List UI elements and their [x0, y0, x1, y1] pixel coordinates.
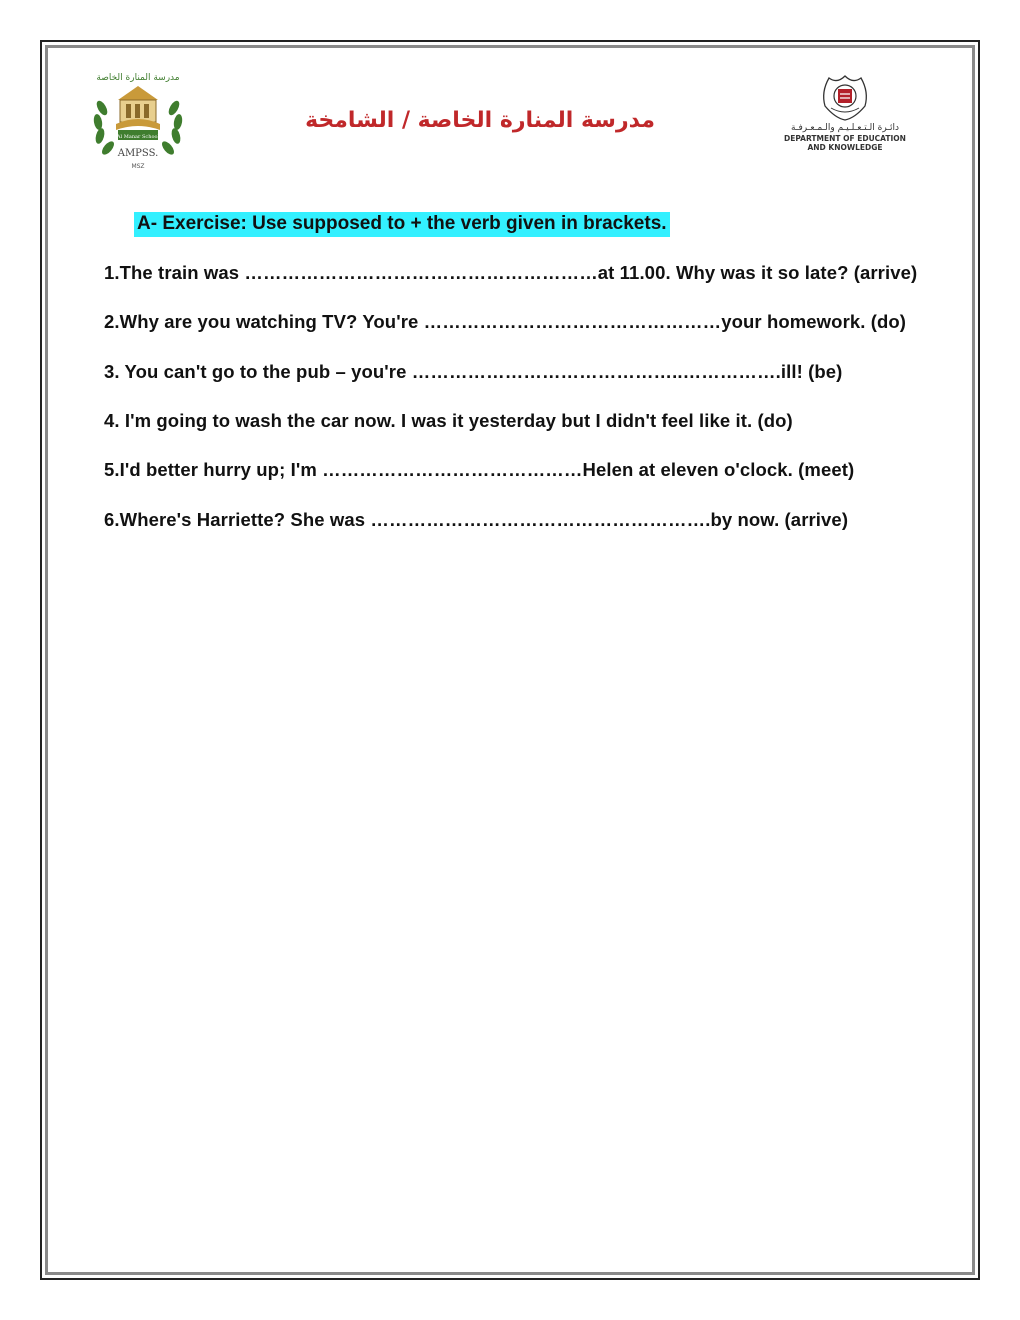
- dept-name-arabic: دائـرة الـتـعـلـيـم والـمـعـرفـة: [791, 123, 899, 133]
- school-logo-text: AMPSS.: [117, 148, 159, 159]
- school-logo-arabic-text: مدرسة المنارة الخاصة: [96, 73, 180, 83]
- question-6: 6.Where's Harriette? She was ……………………………………………….by now. (arrive): [104, 509, 849, 530]
- exercise-title: A- Exercise: Use supposed to + the verb given in brackets.: [134, 212, 670, 237]
- question-3: 3. You can't go to the pub – you're ……………………………………..…………….ill! (be): [104, 361, 843, 382]
- dept-name-english-line2: AND KNOWLEDGE: [807, 143, 883, 152]
- school-title: مدرسة المنارة الخاصة / الشامخة: [305, 108, 655, 133]
- dept-name-english-line1: DEPARTMENT OF EDUCATION: [784, 134, 906, 143]
- svg-text:Al Manar School: Al Manar School: [116, 134, 160, 140]
- question-5: 5.I'd better hurry up; I'm ……………………………………Helen at eleven o'clock. (meet): [104, 459, 855, 480]
- question-1: 1.The train was …………………………………………………at 11.00. Why was it so late? (arrive): [104, 262, 918, 283]
- question-2: 2.Why are you watching TV? You're …………………………………………your homework. (do): [104, 311, 907, 332]
- school-logo: [88, 68, 188, 174]
- dept-name: [760, 124, 930, 152]
- question-4: 4. I'm going to wash the car now. I was it yesterday but I didn't feel like it. (do): [104, 410, 793, 431]
- school-logo-subtext: MSZ: [131, 163, 145, 170]
